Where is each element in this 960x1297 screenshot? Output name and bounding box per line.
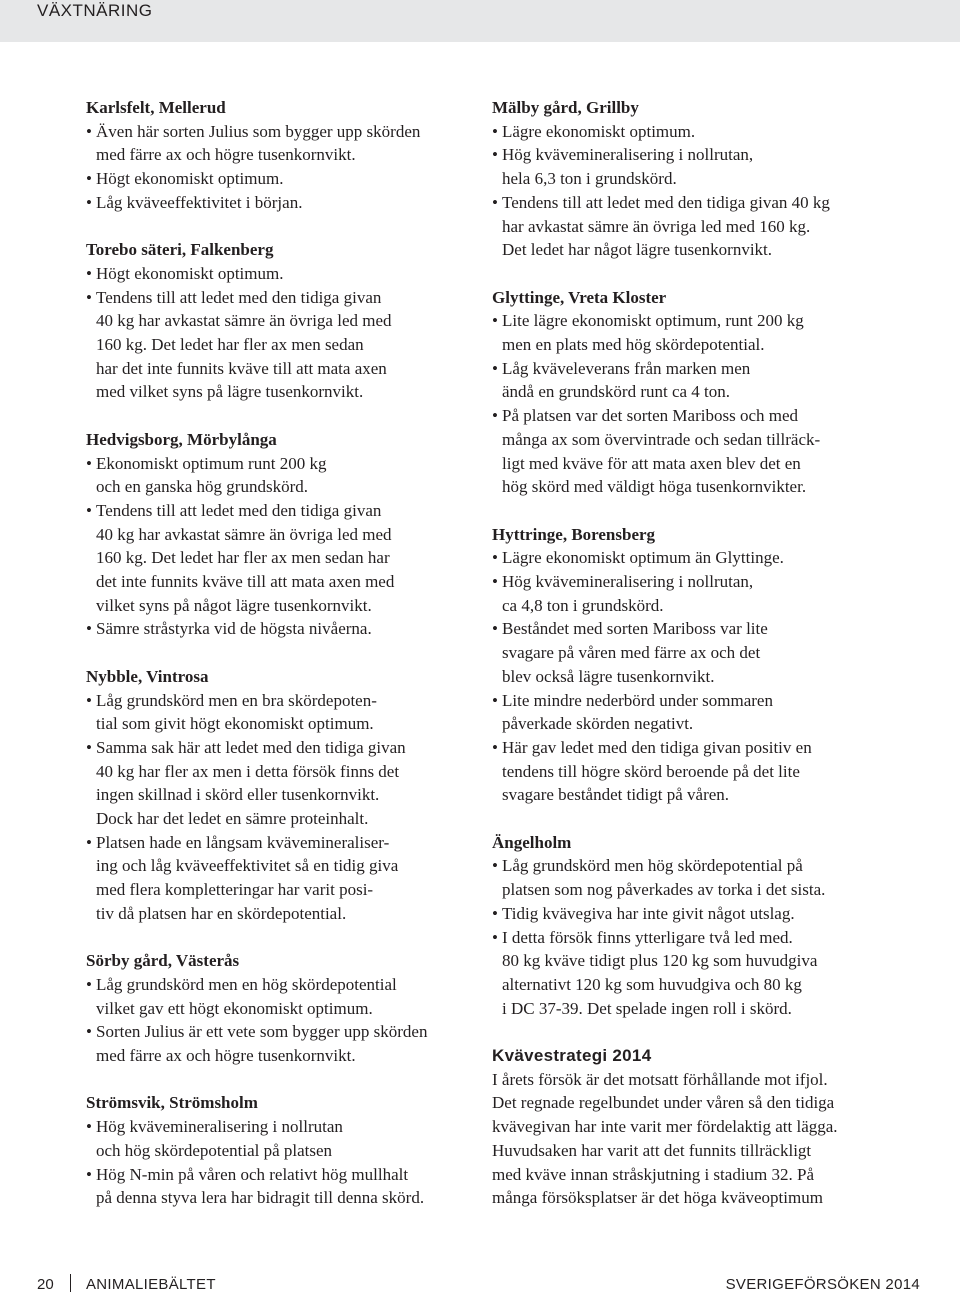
section-gap — [492, 807, 912, 831]
bullet-marker: • — [492, 856, 498, 876]
bullet-text: Platsen hade en långsam kvävemineraliser- — [96, 832, 390, 852]
bullet-text: har avkastat sämre än övriga led med 160 kg. — [502, 216, 811, 236]
section-category: VÄXTNÄRING — [37, 1, 153, 20]
bullet-continuation — [86, 902, 471, 926]
bullet-text: Hög kvävemineralisering i nollrutan, — [502, 572, 754, 592]
bullet-continuation — [86, 712, 471, 736]
bullet-text: Låg grundskörd men en hög skördepotential — [96, 974, 397, 994]
bullet-item — [492, 120, 912, 144]
bullet-text: hög skörd med väldigt höga tusenkornvikter. — [502, 477, 807, 497]
bullet-text: hela 6,3 ton i grundskörd. — [502, 169, 677, 189]
site-section — [86, 949, 471, 1068]
bullet-continuation — [86, 380, 471, 404]
bullet-text: Lite lägre ekonomiskt optimum, runt 200 kg — [502, 311, 804, 331]
series-name: SVERIGEFÖRSÖKEN 2014 — [725, 1276, 920, 1293]
bullet-text: Högt ekonomiskt optimum. — [96, 169, 284, 189]
bullet-text: Även här sorten Julius som bygger upp skörden — [96, 121, 421, 141]
bullet-continuation — [86, 1186, 471, 1210]
bullet-text: 160 kg. Det ledet har fler ax men sedan har — [96, 548, 390, 568]
bullet-text: Låg kväveeffektivitet i början. — [96, 192, 303, 212]
bullet-text: Lite mindre nederbörd under sommaren — [502, 690, 773, 710]
bullet-text: 40 kg har fler ax men i detta försök finns det — [96, 761, 400, 781]
bullet-text: svagare på våren med färre ax och det — [502, 643, 761, 663]
section-gap — [86, 1068, 471, 1092]
bullet-item — [86, 831, 471, 855]
bullet-text: alternativt 120 kg som huvudgiva och 80 kg — [502, 974, 802, 994]
bullet-marker: • — [86, 453, 92, 473]
bullet-marker: • — [492, 358, 498, 378]
bullet-text: många ax som övervintrade och sedan tillräck- — [502, 429, 821, 449]
footer-divider — [70, 1274, 71, 1292]
page-number: 20 — [37, 1276, 54, 1293]
bullet-continuation — [86, 309, 471, 333]
section-gap — [492, 499, 912, 523]
bullet-text: med färre ax och högre tusenkornvikt. — [96, 145, 356, 165]
bullet-text: ändå en grundskörd runt ca 4 ton. — [502, 382, 731, 402]
bullet-continuation — [492, 333, 912, 357]
bullet-text: blev också lägre tusenkornvikt. — [502, 666, 715, 686]
bullet-continuation — [492, 665, 912, 689]
bullet-continuation — [492, 594, 912, 618]
bullet-continuation — [86, 1139, 471, 1163]
bullet-text: 160 kg. Det ledet har fler ax men sedan — [96, 335, 364, 355]
bullet-item — [86, 262, 471, 286]
bullet-text: och hög skördepotential på platsen — [96, 1140, 333, 1160]
bullet-text: tendens till högre skörd beroende på det lite — [502, 761, 800, 781]
bullet-marker: • — [86, 690, 92, 710]
bullet-continuation — [492, 380, 912, 404]
bullet-marker: • — [492, 192, 498, 212]
bullet-text: Ekonomiskt optimum runt 200 kg — [96, 453, 327, 473]
bullet-continuation — [492, 167, 912, 191]
bullet-item — [86, 452, 471, 476]
bullet-item — [86, 617, 471, 641]
bullet-text: Hög kvävemineralisering i nollrutan — [96, 1117, 343, 1137]
bullet-text: men en plats med hög skördepotential. — [502, 335, 765, 355]
site-title: Mälby gård, Grillby — [492, 98, 639, 117]
bullet-text: 40 kg har avkastat sämre än övriga led med — [96, 311, 392, 331]
bullet-continuation — [492, 949, 912, 973]
bullet-item — [86, 286, 471, 310]
paragraph-line: I årets försök är det motsatt förhållande mot ifjol. — [492, 1069, 828, 1089]
bullet-text: Beståndet med sorten Mariboss var lite — [502, 619, 768, 639]
bullet-text: ligt med kväve för att mata axen blev det en — [502, 453, 801, 473]
bullet-continuation — [492, 215, 912, 239]
bullet-text: vilket syns på något lägre tusenkornvikt. — [96, 595, 372, 615]
section-gap — [86, 215, 471, 239]
bullet-item — [492, 570, 912, 594]
bullet-item — [492, 926, 912, 950]
bullet-text: Högt ekonomiskt optimum. — [96, 263, 284, 283]
bullet-marker: • — [86, 500, 92, 520]
site-section — [492, 831, 912, 1021]
strategy-title: Kvävestrategi 2014 — [492, 1046, 652, 1066]
bullet-text: det inte funnits kväve till att mata axen med — [96, 572, 395, 592]
bullet-item — [86, 736, 471, 760]
left-column — [86, 96, 471, 1210]
bullet-text: Lägre ekonomiskt optimum. — [502, 121, 696, 141]
section-gap — [492, 1020, 912, 1044]
bullet-text: tial som givit högt ekonomiskt optimum. — [96, 714, 374, 734]
bullet-text: vilket gav ett högt ekonomiskt optimum. — [96, 998, 373, 1018]
site-section — [492, 96, 912, 262]
site-section — [86, 428, 471, 641]
right-column — [492, 96, 912, 1210]
bullet-text: Dock har det ledet en sämre proteinhalt. — [96, 809, 369, 829]
bullet-text: med flera kompletteringar har varit posi- — [96, 880, 374, 900]
strategy-section — [492, 1044, 912, 1210]
bullet-text: med färre ax och högre tusenkornvikt. — [96, 1046, 356, 1066]
section-gap — [86, 926, 471, 950]
bullet-continuation — [86, 760, 471, 784]
bullet-text: Låg grundskörd men en bra skördepoten- — [96, 690, 377, 710]
bullet-text: på denna styva lera har bidragit till denna skörd. — [96, 1188, 425, 1208]
bullet-marker: • — [86, 1022, 92, 1042]
site-title: Strömsvik, Strömsholm — [86, 1093, 258, 1113]
bullet-text: Tendens till att ledet med den tidiga givan — [96, 500, 382, 520]
bullet-continuation — [492, 641, 912, 665]
bullet-text: och en ganska hög grundskörd. — [96, 477, 308, 497]
bullet-continuation — [492, 475, 912, 499]
bullet-item — [86, 167, 471, 191]
bullet-marker: • — [492, 737, 498, 757]
paragraph-line: med kväve innan stråskjutning i stadium 32. På — [492, 1164, 815, 1184]
bullet-marker: • — [492, 548, 498, 568]
bullet-item — [492, 404, 912, 428]
paragraph-line: Huvudsaken har varit att det funnits tillräckligt — [492, 1140, 812, 1160]
bullet-text: Här gav ledet med den tidiga givan positiv en — [502, 737, 812, 757]
bullet-text: ingen skillnad i skörd eller tusenkornvikt. — [96, 785, 380, 805]
bullet-marker: • — [86, 121, 92, 141]
bullet-item — [492, 309, 912, 333]
bullet-text: Låg kväveleverans från marken men — [502, 358, 751, 378]
site-title: Hyttringe, Borensberg — [492, 524, 656, 544]
bullet-item — [492, 736, 912, 760]
site-title: Glyttinge, Vreta Kloster — [492, 287, 667, 307]
bullet-marker: • — [86, 192, 92, 212]
bullet-marker: • — [86, 619, 92, 639]
site-title: Sörby gård, Västerås — [86, 951, 240, 971]
bullet-continuation — [492, 238, 912, 262]
bullet-continuation — [86, 997, 471, 1021]
bullet-item — [86, 1163, 471, 1187]
bullet-text: Låg grundskörd men hög skördepotential på — [502, 856, 803, 876]
bullet-continuation — [86, 475, 471, 499]
site-section — [86, 238, 471, 404]
bullet-continuation — [492, 973, 912, 997]
bullet-item — [86, 1020, 471, 1044]
bullet-continuation — [86, 333, 471, 357]
bullet-text: 80 kg kväve tidigt plus 120 kg som huvudgiva — [502, 951, 818, 971]
bullet-text: Det ledet har något lägre tusenkornvikt. — [502, 240, 773, 260]
bullet-text: ca 4,8 ton i grundskörd. — [502, 595, 664, 615]
bullet-text: i DC 37-39. Det spelade ingen roll i skörd. — [502, 998, 792, 1018]
bullet-continuation — [86, 1044, 471, 1068]
bullet-text: Samma sak här att ledet med den tidiga givan — [96, 737, 406, 757]
site-title: Ängelholm — [492, 832, 572, 852]
bullet-item — [86, 689, 471, 713]
bullet-item — [492, 143, 912, 167]
bullet-item — [492, 191, 912, 215]
bullet-text: I detta försök finns ytterligare två led med. — [502, 927, 793, 947]
bullet-marker: • — [492, 145, 498, 165]
bullet-continuation — [86, 854, 471, 878]
bullet-continuation — [492, 452, 912, 476]
bullet-text: 40 kg har avkastat sämre än övriga led med — [96, 524, 392, 544]
bullet-marker: • — [492, 311, 498, 331]
bullet-item — [492, 902, 912, 926]
paragraph-line: Det regnade regelbundet under våren så den tidiga — [492, 1093, 835, 1113]
bullet-item — [86, 973, 471, 997]
bullet-text: Sorten Julius är ett vete som bygger upp skörden — [96, 1022, 428, 1042]
bullet-continuation — [492, 997, 912, 1021]
site-title: Nybble, Vintrosa — [86, 666, 209, 686]
bullet-marker: • — [86, 287, 92, 307]
site-title: Hedvigsborg, Mörbylånga — [86, 429, 277, 449]
bullet-text: med vilket syns på lägre tusenkornvikt. — [96, 382, 364, 402]
bullet-item — [86, 499, 471, 523]
bullet-continuation — [86, 807, 471, 831]
bullet-marker: • — [492, 572, 498, 592]
bullet-continuation — [86, 357, 471, 381]
bullet-marker: • — [86, 1164, 92, 1184]
site-section — [86, 1091, 471, 1210]
bullet-marker: • — [492, 619, 498, 639]
bullet-text: På platsen var det sorten Mariboss och med — [502, 406, 799, 426]
bullet-text: har det inte funnits kväve till att mata axen — [96, 358, 387, 378]
site-section — [492, 286, 912, 499]
bullet-continuation — [86, 523, 471, 547]
bullet-text: Lägre ekonomiskt optimum än Glyttinge. — [502, 548, 784, 568]
section-gap — [492, 262, 912, 286]
section-gap — [86, 641, 471, 665]
publication-name: ANIMALIEBÄLTET — [86, 1276, 216, 1293]
bullet-text: Sämre stråstyrka vid de högsta nivåerna. — [96, 619, 372, 639]
site-section — [86, 665, 471, 926]
top-bar — [0, 0, 960, 42]
bullet-item — [492, 546, 912, 570]
page-footer — [0, 1270, 960, 1297]
bullet-continuation — [86, 878, 471, 902]
bullet-text: Tendens till att ledet med den tidiga givan 40 kg — [502, 192, 830, 212]
site-title: Karlsfelt, Mellerud — [86, 98, 226, 117]
bullet-marker: • — [492, 406, 498, 426]
bullet-continuation — [492, 712, 912, 736]
bullet-item — [86, 191, 471, 215]
bullet-continuation — [86, 570, 471, 594]
bullet-text: svagare beståndet tidigt på våren. — [502, 785, 730, 805]
bullet-marker: • — [492, 927, 498, 947]
bullet-text: platsen som nog påverkades av torka i det sista. — [502, 880, 826, 900]
bullet-marker: • — [492, 903, 498, 923]
bullet-item — [86, 1115, 471, 1139]
paragraph-line: många försöksplatser är det höga kväveoptimum — [492, 1188, 823, 1208]
bullet-item — [492, 689, 912, 713]
bullet-marker: • — [492, 121, 498, 141]
bullet-marker: • — [86, 832, 92, 852]
bullet-text: Hög kvävemineralisering i nollrutan, — [502, 145, 754, 165]
bullet-marker: • — [86, 263, 92, 283]
bullet-item — [86, 120, 471, 144]
site-section — [492, 523, 912, 807]
bullet-item — [492, 357, 912, 381]
bullet-continuation — [86, 546, 471, 570]
bullet-text: Hög N-min på våren och relativt hög mullhalt — [96, 1164, 409, 1184]
bullet-continuation — [492, 783, 912, 807]
bullet-continuation — [492, 760, 912, 784]
bullet-text: Tendens till att ledet med den tidiga givan — [96, 287, 382, 307]
bullet-text: ing och låg kväveeffektivitet så en tidig giva — [96, 856, 399, 876]
bullet-marker: • — [86, 169, 92, 189]
bullet-marker: • — [86, 1117, 92, 1137]
bullet-text: påverkade skörden negativt. — [502, 714, 694, 734]
site-section — [86, 96, 471, 215]
bullet-continuation — [492, 878, 912, 902]
bullet-item — [492, 617, 912, 641]
site-title: Torebo säteri, Falkenberg — [86, 240, 274, 260]
bullet-text: Tidig kvävegiva har inte givit något utslag. — [502, 903, 795, 923]
bullet-marker: • — [492, 690, 498, 710]
bullet-continuation — [86, 594, 471, 618]
section-gap — [86, 404, 471, 428]
bullet-marker: • — [86, 737, 92, 757]
bullet-text: tiv då platsen har en skördepotential. — [96, 903, 347, 923]
bullet-continuation — [86, 143, 471, 167]
bullet-continuation — [492, 428, 912, 452]
bullet-marker: • — [86, 974, 92, 994]
bullet-item — [492, 854, 912, 878]
bullet-continuation — [86, 783, 471, 807]
paragraph-line: kvävegivan har inte varit mer fördelaktig att lägga. — [492, 1117, 838, 1137]
